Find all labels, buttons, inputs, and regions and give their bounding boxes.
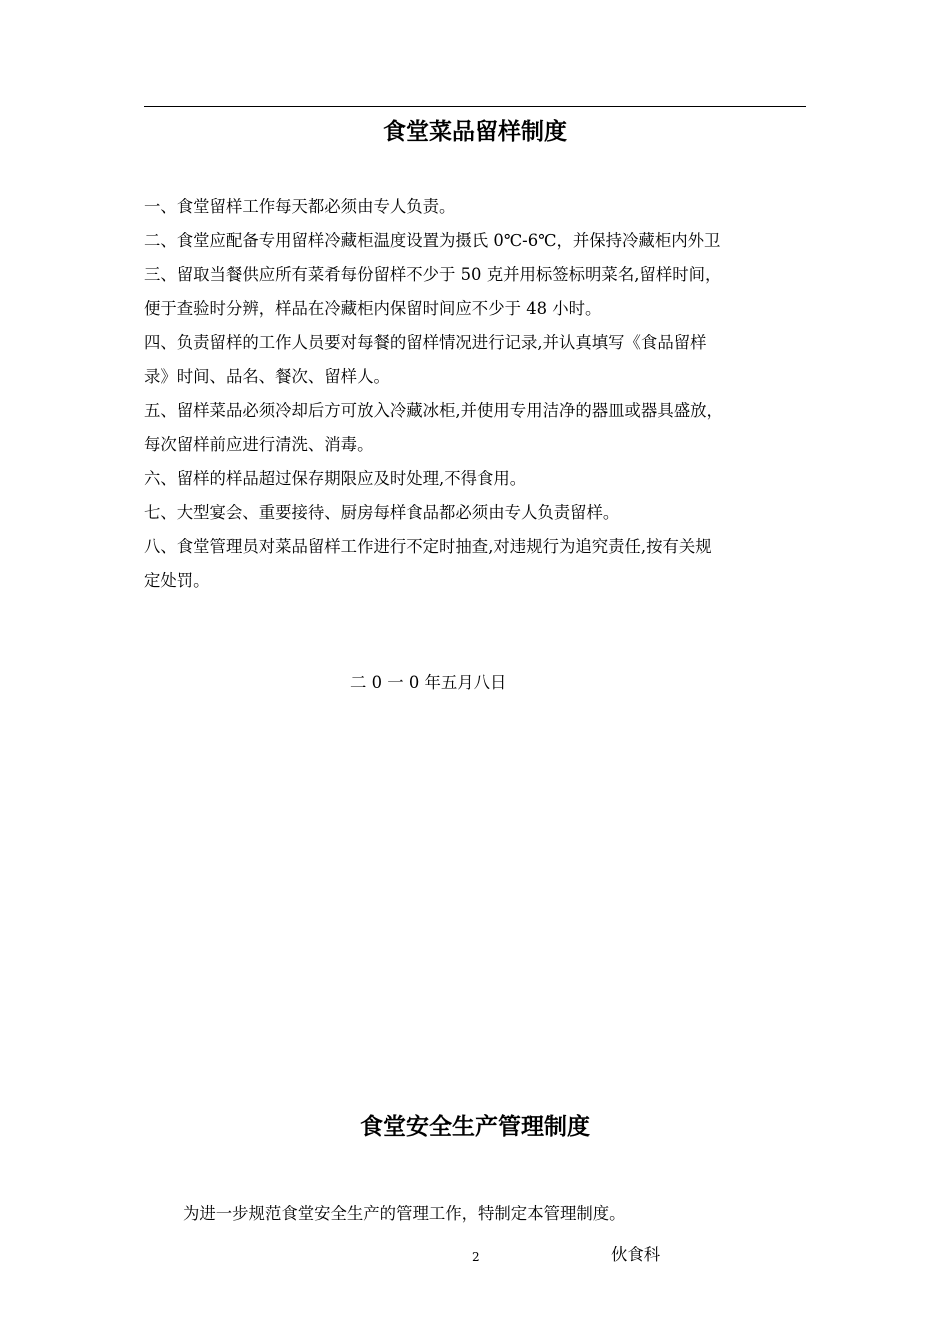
rule-item-5: 五、留样菜品必须冷却后方可放入冷藏冰柜,并使用专用洁净的器皿或器具盛放， 每次留样前应进行清洗、消毒。 [144, 401, 723, 454]
section-title-sample-retention: 食堂菜品留样制度 [383, 119, 567, 145]
rule-item-6: 六、留样的样品超过保存期限应及时处理,不得食用。 [144, 469, 527, 488]
document-date: 二 0 一 0 年五月八日 [350, 673, 507, 692]
rule-item-7: 七、大型宴会、重要接待、厨房每样食品都必须由专人负责留样。 [144, 503, 620, 522]
rule-item-3: 三、留取当餐供应所有菜肴每份留样不少于 50 克并用标签标明菜名,留样时间， 便于查验时分辨，样品在冷藏柜内保留时间应不少于 48 小时。 [144, 265, 722, 318]
header-rule [144, 106, 806, 107]
rule-item-4: 四、负责留样的工作人员要对每餐的留样情况进行记录,并认真填写《食品留样 录》时间、品名、餐次、留样人。 [144, 333, 707, 386]
rule-item-1: 一、食堂留样工作每天都必须由专人负责。 [144, 197, 456, 216]
rules-list [144, 190, 808, 598]
intro-paragraph: 为进一步规范食堂安全生产的管理工作，特制定本管理制度。 [183, 1204, 626, 1223]
page-number: 2 [472, 1250, 480, 1264]
rule-item-8: 八、食堂管理员对菜品留样工作进行不定时抽查,对违规行为追究责任,按有关规 定处罚。 [144, 537, 712, 590]
footer-department: 伙食科 [611, 1245, 661, 1264]
rule-item-2: 二、食堂应配备专用留样冷藏柜温度设置为摄氏 0℃-6℃，并保持冷藏柜内外卫 [144, 231, 721, 250]
section-title-safety-management: 食堂安全生产管理制度 [360, 1114, 590, 1140]
